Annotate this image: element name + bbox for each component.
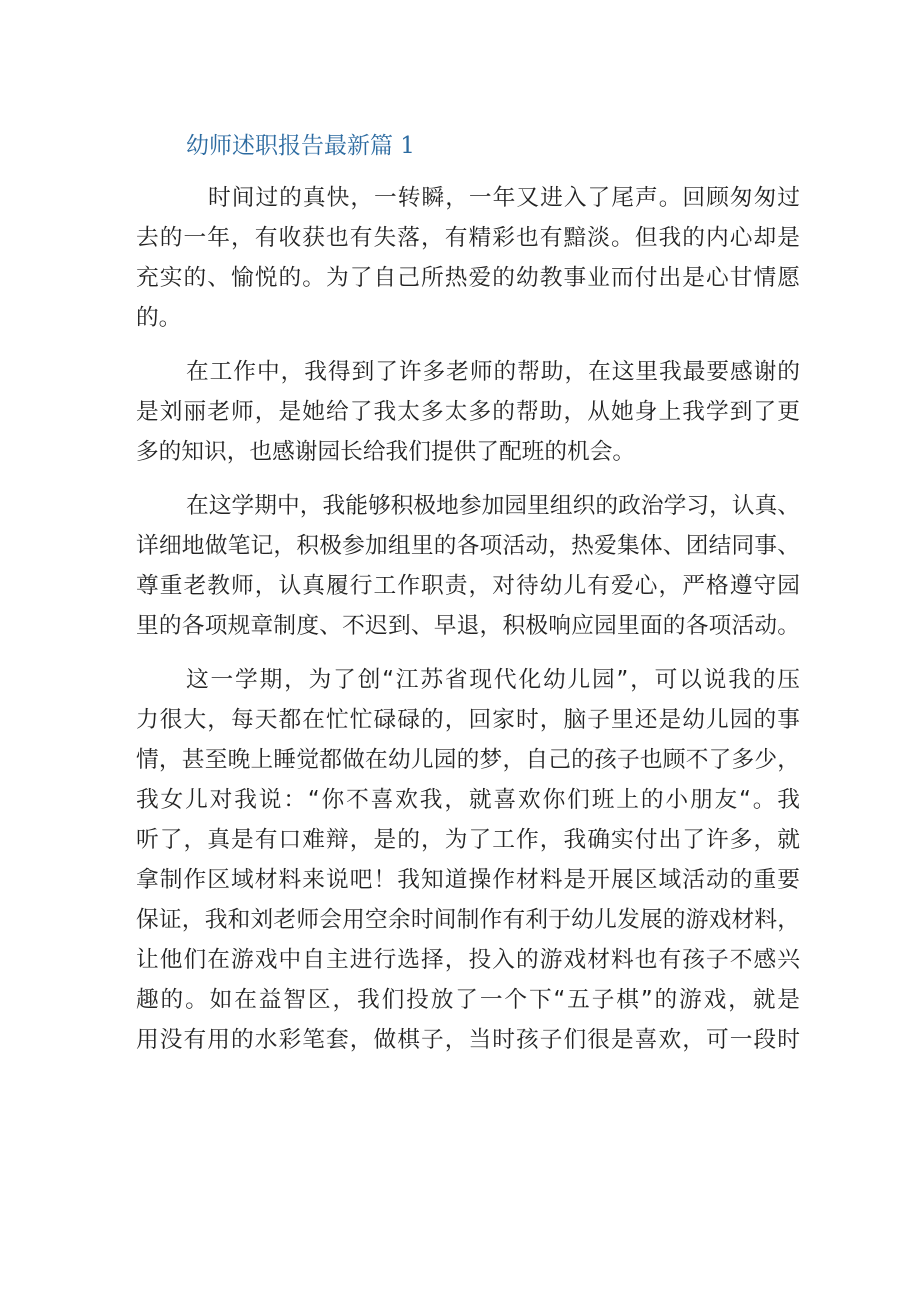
text-line: 多的知识，也感谢园长给我们提供了配班的机会。 <box>136 439 636 465</box>
document-title: 幼师述职报告最新篇 1 <box>186 133 415 159</box>
text-line: 的。 <box>136 305 182 331</box>
paragraph-4 <box>136 660 800 1060</box>
text-line: 力很大，每天都在忙忙碌碌的，回家时，脑子里还是幼儿园的事 <box>136 707 800 733</box>
text-line: 充实的、愉悦的。为了自己所热爱的幼教事业而付出是心甘情愿 <box>136 265 800 291</box>
text-line: 是刘丽老师，是她给了我太多太多的帮助，从她身上我学到了更 <box>136 399 800 425</box>
text-line: 详细地做笔记，积极参加组里的各项活动，热爱集体、团结同事、 <box>136 533 800 559</box>
text-line: 尊重老教师，认真履行工作职责，对待幼儿有爱心，严格遵守园 <box>136 573 800 599</box>
text-line: 时间过的真快，一转瞬，一年又进入了尾声。回顾匆匆过 <box>208 185 800 211</box>
text-line: 这一学期，为了创“江苏省现代化幼儿园”，可以说我的压 <box>186 667 800 693</box>
text-line: 拿制作区域材料来说吧！我知道操作材料是开展区域活动的重要 <box>136 867 800 893</box>
text-line: 在工作中，我得到了许多老师的帮助，在这里我最要感谢的 <box>186 359 800 385</box>
text-line: 里的各项规章制度、不迟到、早退，积极响应园里面的各项活动。 <box>136 613 800 639</box>
text-line: 保证，我和刘老师会用空余时间制作有利于幼儿发展的游戏材料， <box>136 907 800 933</box>
text-line: 去的一年，有收获也有失落，有精彩也有黯淡。但我的内心却是 <box>136 225 800 251</box>
text-line: 我女儿对我说：“你不喜欢我，就喜欢你们班上的小朋友“。我 <box>136 787 800 813</box>
text-line: 趣的。如在益智区，我们投放了一个下“五子棋”的游戏，就是 <box>136 987 800 1013</box>
text-line: 在这学期中，我能够积极地参加园里组织的政治学习，认真、 <box>186 493 800 519</box>
paragraph-3 <box>136 486 800 646</box>
paragraph-2 <box>136 352 800 472</box>
text-line: 让他们在游戏中自主进行选择，投入的游戏材料也有孩子不感兴 <box>136 947 800 973</box>
document-body <box>136 178 800 1074</box>
paragraph-1 <box>136 178 800 338</box>
text-line: 情，甚至晚上睡觉都做在幼儿园的梦，自己的孩子也顾不了多少， <box>136 747 800 773</box>
text-line: 听了，真是有口难辩，是的，为了工作，我确实付出了许多，就 <box>136 827 800 853</box>
text-line: 用没有用的水彩笔套，做棋子，当时孩子们很是喜欢，可一段时 <box>136 1027 800 1053</box>
